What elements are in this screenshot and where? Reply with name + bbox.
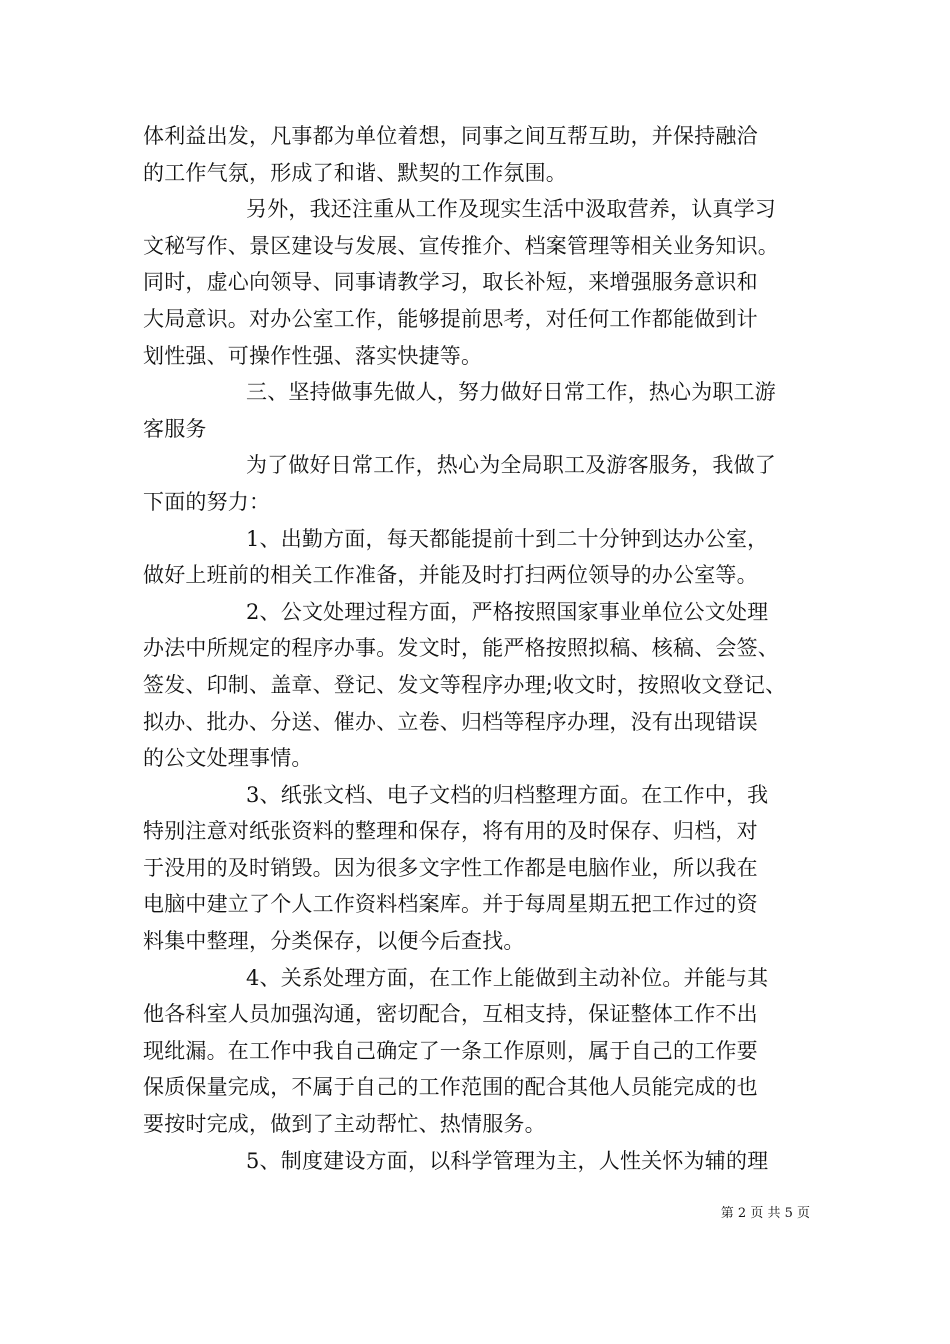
page-number-footer: 第 2 页 共 5 页	[720, 1206, 810, 1221]
text-line: 划性强、可操作性强、落实快捷等。	[143, 343, 483, 368]
text-line: 1、出勤方面，每天都能提前十到二十分钟到达办公室，	[246, 526, 769, 551]
text-line: 2、公文处理过程方面，严格按照国家事业单位公文处理	[246, 599, 769, 624]
text-line: 要按时完成，做到了主动帮忙、热情服务。	[143, 1112, 546, 1137]
text-line: 料集中整理，分类保存，以便今后查找。	[143, 929, 525, 954]
text-line: 体利益出发，凡事都为单位着想，同事之间互帮互助，并保持融洽	[143, 124, 758, 148]
text-line: 于没用的及时销毁。因为很多文字性工作都是电脑作业，所以我在	[143, 855, 758, 880]
text-line: 3、纸张文档、电子文档的归档整理方面。在工作中，我	[246, 782, 769, 807]
text-line: 他各科室人员加强沟通，密切配合，互相支持，保证整体工作不出	[143, 1002, 758, 1027]
text-line: 办法中所规定的程序办事。发文时，能严格按照拟稿、核稿、会签、	[143, 636, 779, 661]
text-line: 大局意识。对办公室工作，能够提前思考，对任何工作都能做到计	[143, 306, 758, 331]
text-line: 电脑中建立了个人工作资料档案库。并于每周星期五把工作过的资	[143, 892, 758, 917]
text-line: 另外，我还注重从工作及现实生活中汲取营养，认真学习	[246, 197, 776, 222]
text-line: 客服务	[143, 416, 207, 441]
text-line: 特别注意对纸张资料的整理和保存，将有用的及时保存、归档，对	[143, 819, 758, 844]
text-line: 保质保量完成，不属于自己的工作范围的配合其他人员能完成的也	[143, 1075, 758, 1100]
text-line: 现纰漏。在工作中我自己确定了一条工作原则，属于自己的工作要	[143, 1038, 758, 1063]
text-line: 三、坚持做事先做人，努力做好日常工作，热心为职工游	[246, 380, 776, 405]
text-line: 拟办、批办、分送、催办、立卷、归档等程序办理，没有出现错误	[143, 709, 758, 734]
text-line: 4、关系处理方面，在工作上能做到主动补位。并能与其	[246, 965, 769, 990]
text-line: 文秘写作、景区建设与发展、宣传推介、档案管理等相关业务知识。	[143, 233, 779, 258]
text-line: 同时，虚心向领导、同事请教学习，取长补短，来增强服务意识和	[143, 270, 758, 295]
text-line: 的工作气氛，形成了和谐、默契的工作氛围。	[143, 160, 567, 185]
body-text	[143, 118, 808, 1179]
text-line: 为了做好日常工作，热心为全局职工及游客服务，我做了	[246, 453, 776, 478]
text-line: 5、制度建设方面，以科学管理为主，人性关怀为辅的理	[246, 1148, 769, 1173]
text-line: 签发、印制、盖章、登记、发文等程序办理;收文时，按照收文登记、	[143, 672, 787, 697]
text-line: 下面的努力：	[143, 489, 271, 514]
text-line: 的公文处理事情。	[143, 746, 313, 771]
text-line: 做好上班前的相关工作准备，并能及时打扫两位领导的办公室等。	[143, 563, 758, 588]
